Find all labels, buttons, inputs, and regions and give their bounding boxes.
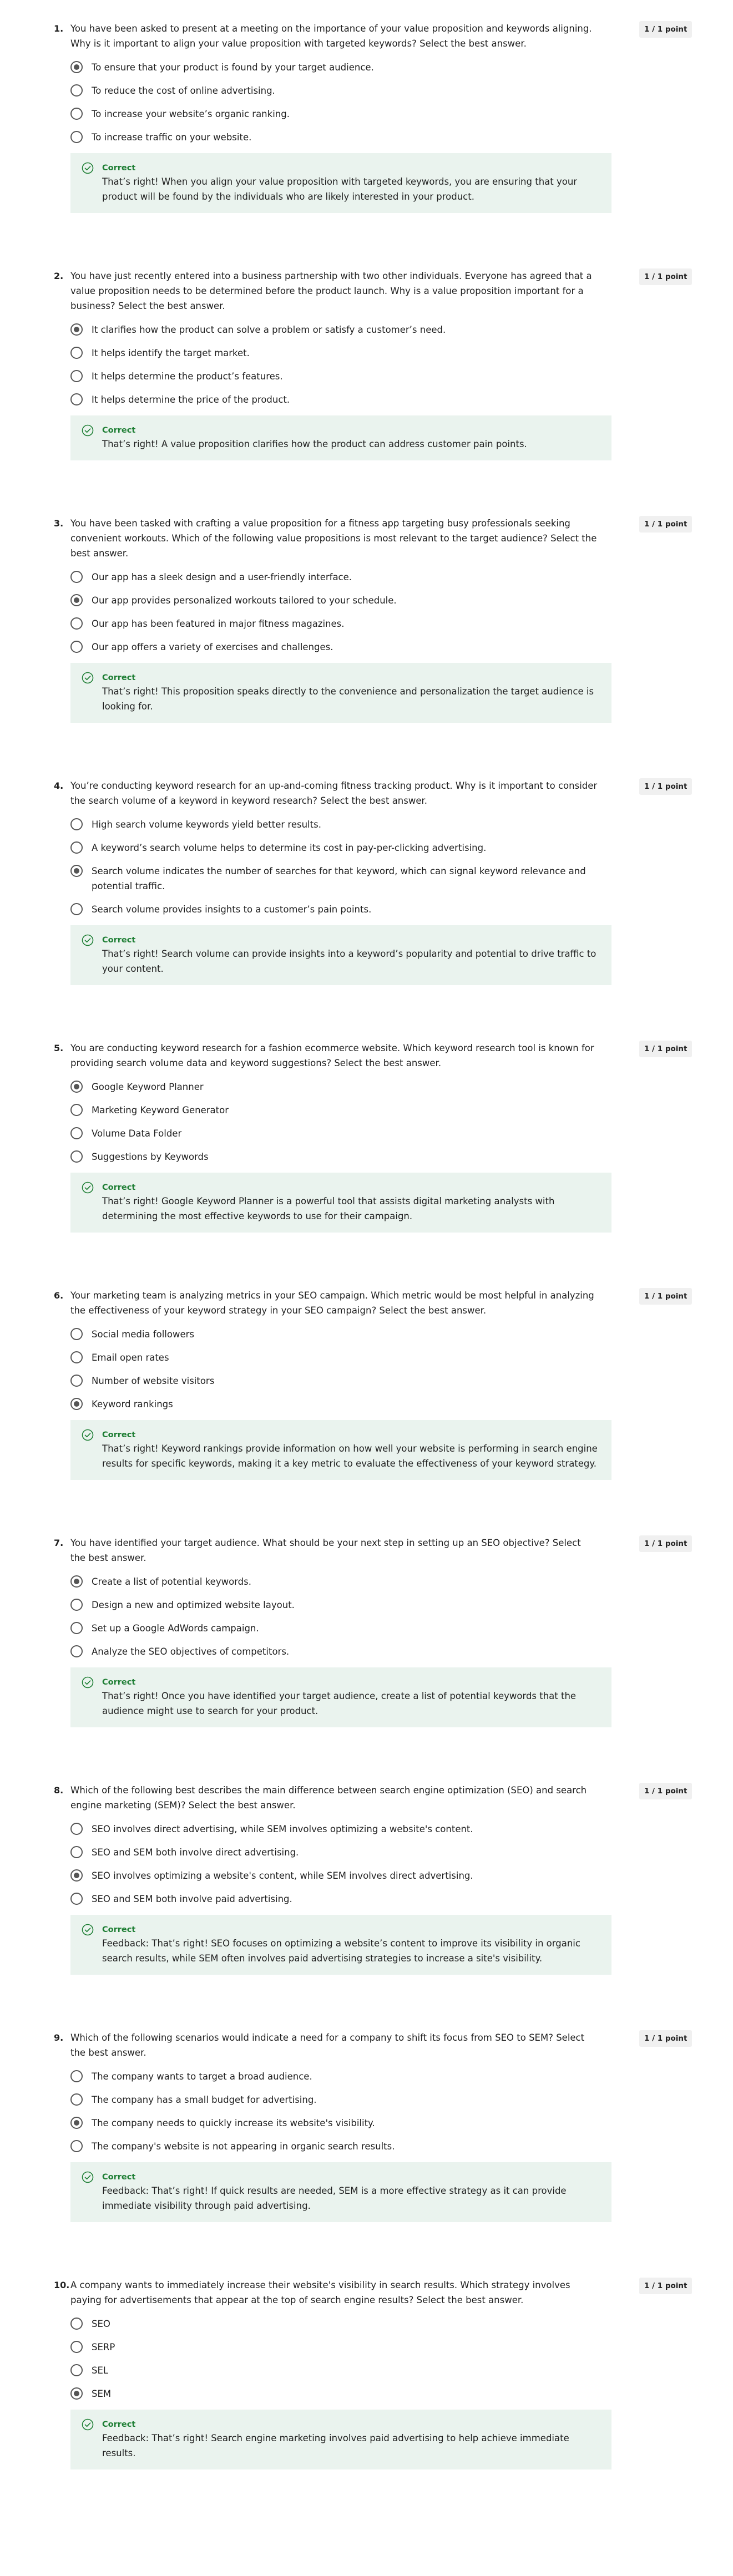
check-circle-icon bbox=[82, 424, 94, 437]
question-body bbox=[70, 1783, 609, 1975]
answer-option[interactable] bbox=[70, 1397, 609, 1412]
radio-unselected[interactable] bbox=[70, 641, 83, 653]
answer-option-label: Search volume provides insights to a customer’s pain points. bbox=[92, 904, 372, 915]
feedback-box bbox=[70, 2162, 611, 2222]
feedback-title: Correct bbox=[102, 164, 136, 173]
answer-options bbox=[70, 322, 609, 407]
check-circle-icon bbox=[82, 934, 94, 946]
feedback-content bbox=[102, 1429, 601, 1471]
answer-option-label: Social media followers bbox=[92, 1329, 194, 1340]
answer-option[interactable] bbox=[70, 1845, 609, 1860]
feedback-box bbox=[70, 663, 611, 723]
check-circle-icon bbox=[82, 1676, 94, 1688]
feedback-text: That’s right! Search volume can provide insights into a keyword’s popularity and potential to drive traffic to your content. bbox=[102, 949, 596, 974]
answer-option-label: Create a list of potential keywords. bbox=[92, 1576, 251, 1587]
feedback-text: That’s right! When you align your value proposition with targeted keywords, you are ensuring that your product will be found by the individuals who are likely interested in your product. bbox=[102, 176, 578, 202]
answer-option[interactable] bbox=[70, 2363, 609, 2378]
question-divider-space bbox=[0, 213, 733, 268]
feedback-box bbox=[70, 415, 611, 460]
answer-option-label: Google Keyword Planner bbox=[92, 1082, 204, 1092]
points-badge: 1 / 1 point bbox=[639, 21, 692, 38]
question-3 bbox=[54, 516, 687, 723]
radio-unselected[interactable] bbox=[70, 2364, 83, 2376]
answer-option[interactable] bbox=[70, 346, 609, 361]
feedback-title: Correct bbox=[102, 2173, 136, 2182]
answer-option[interactable] bbox=[70, 616, 609, 631]
answer-option-label: Marketing Keyword Generator bbox=[92, 1105, 229, 1115]
answer-option[interactable] bbox=[70, 902, 609, 917]
answer-option-label: SEO involves direct advertising, while SEM involves optimizing a website's content. bbox=[92, 1824, 473, 1834]
answer-option[interactable] bbox=[70, 1868, 609, 1883]
question-divider-space bbox=[0, 1727, 733, 1783]
answer-option-label: It helps determine the price of the product. bbox=[92, 394, 290, 405]
question-text: You have identified your target audience. What should be your next step in setting up an SEO objective? Select the best answer. bbox=[70, 1538, 581, 1563]
feedback-box bbox=[70, 1667, 611, 1727]
question-body bbox=[70, 1535, 609, 1727]
radio-unselected[interactable] bbox=[70, 1150, 83, 1163]
radio-unselected[interactable] bbox=[70, 131, 83, 143]
question-text: You are conducting keyword research for a fashion ecommerce website. Which keyword research tool is known for providing search volume data and keyword suggestions? Select the best answer. bbox=[70, 1043, 594, 1068]
check-circle-icon bbox=[82, 1181, 94, 1194]
answer-options bbox=[70, 817, 609, 917]
question-number: 5. bbox=[54, 1043, 64, 1053]
radio-unselected[interactable] bbox=[70, 1622, 83, 1634]
answer-option-label: SEL bbox=[92, 2365, 109, 2376]
feedback-content bbox=[102, 672, 601, 714]
feedback-box bbox=[70, 1420, 611, 1480]
feedback-text: Feedback: That’s right! SEO focuses on optimizing a website’s content to improve its visibility in organic search results, while SEM often involves paid advertising strategies to increase a site's visibility. bbox=[102, 1938, 580, 1964]
feedback-box bbox=[70, 1915, 611, 1975]
question-body bbox=[70, 2030, 609, 2222]
question-7 bbox=[54, 1535, 687, 1727]
answer-option[interactable] bbox=[70, 2069, 609, 2084]
answer-option-label: Number of website visitors bbox=[92, 1376, 215, 1386]
radio-unselected[interactable] bbox=[70, 571, 83, 583]
radio-unselected[interactable] bbox=[70, 1599, 83, 1611]
radio-selected[interactable] bbox=[70, 1398, 83, 1410]
answer-options bbox=[70, 1079, 609, 1164]
answer-option[interactable] bbox=[70, 864, 609, 894]
answer-option-label: SEM bbox=[92, 2389, 112, 2399]
check-circle-icon bbox=[82, 672, 94, 684]
answer-options bbox=[70, 2069, 609, 2154]
answer-option-label: Suggestions by Keywords bbox=[92, 1152, 209, 1162]
radio-unselected[interactable] bbox=[70, 2070, 83, 2082]
question-body bbox=[70, 1041, 609, 1233]
radio-unselected[interactable] bbox=[70, 1846, 83, 1858]
answer-option-label: Our app offers a variety of exercises and challenges. bbox=[92, 642, 333, 652]
answer-option-label: To increase your website’s organic ranking. bbox=[92, 109, 290, 119]
question-number: 7. bbox=[54, 1538, 64, 1548]
answer-option-label: Our app provides personalized workouts tailored to your schedule. bbox=[92, 595, 397, 606]
question-2 bbox=[54, 268, 687, 460]
answer-option-label: SEO and SEM both involve paid advertising. bbox=[92, 1894, 292, 1904]
answer-option-label: Search volume indicates the number of searches for that keyword, which can signal keyword relevance and potential traffic. bbox=[92, 866, 586, 891]
question-9 bbox=[54, 2030, 687, 2222]
question-divider-space bbox=[0, 1480, 733, 1535]
radio-unselected[interactable] bbox=[70, 2318, 83, 2330]
radio-selected[interactable] bbox=[70, 61, 83, 73]
radio-selected[interactable] bbox=[70, 2117, 83, 2129]
answer-options bbox=[70, 2316, 609, 2401]
answer-option-label: Set up a Google AdWords campaign. bbox=[92, 1623, 259, 1634]
answer-option[interactable] bbox=[70, 2386, 609, 2401]
question-6 bbox=[54, 1288, 687, 1480]
points-badge: 1 / 1 point bbox=[639, 778, 692, 795]
feedback-content bbox=[102, 2418, 601, 2461]
radio-selected[interactable] bbox=[70, 594, 83, 606]
feedback-content bbox=[102, 934, 601, 976]
feedback-content bbox=[102, 162, 601, 204]
feedback-content bbox=[102, 1181, 601, 1224]
feedback-box bbox=[70, 925, 611, 985]
feedback-box bbox=[70, 2410, 611, 2469]
radio-unselected[interactable] bbox=[70, 2140, 83, 2152]
question-number: 8. bbox=[54, 1785, 64, 1796]
answer-option[interactable] bbox=[70, 1149, 609, 1164]
feedback-text: Feedback: That’s right! Search engine marketing involves paid advertising to help achieve immediate results. bbox=[102, 2433, 569, 2458]
feedback-title: Correct bbox=[102, 1925, 136, 1934]
question-body bbox=[70, 778, 609, 985]
radio-unselected[interactable] bbox=[70, 1823, 83, 1835]
answer-option-label: A keyword’s search volume helps to determine its cost in pay-per-clicking advertising. bbox=[92, 843, 487, 853]
answer-option-label: To reduce the cost of online advertising. bbox=[92, 85, 275, 96]
question-divider-space bbox=[0, 2222, 733, 2278]
answer-option-label: The company's website is not appearing in organic search results. bbox=[92, 2141, 395, 2152]
check-circle-icon bbox=[82, 2171, 94, 2183]
question-divider-space bbox=[0, 460, 733, 516]
check-circle-icon bbox=[82, 2418, 94, 2431]
answer-options bbox=[70, 570, 609, 655]
answer-option[interactable] bbox=[70, 2139, 609, 2154]
feedback-content bbox=[102, 2171, 601, 2213]
feedback-text: That’s right! A value proposition clarifies how the product can address customer pain points. bbox=[102, 439, 527, 449]
radio-unselected[interactable] bbox=[70, 1375, 83, 1387]
radio-unselected[interactable] bbox=[70, 2093, 83, 2106]
radio-selected[interactable] bbox=[70, 1869, 83, 1882]
answer-option[interactable] bbox=[70, 1822, 609, 1837]
feedback-content bbox=[102, 1676, 601, 1718]
answer-option[interactable] bbox=[70, 1373, 609, 1388]
answer-option[interactable] bbox=[70, 107, 609, 121]
answer-option-label: Analyze the SEO objectives of competitors. bbox=[92, 1646, 290, 1657]
answer-option[interactable] bbox=[70, 1103, 609, 1118]
answer-option[interactable] bbox=[70, 1644, 609, 1659]
answer-option-label: The company has a small budget for advertising. bbox=[92, 2095, 317, 2105]
answer-option-label: The company needs to quickly increase its website's visibility. bbox=[92, 2118, 375, 2128]
feedback-title: Correct bbox=[102, 1431, 136, 1439]
answer-option[interactable] bbox=[70, 83, 609, 98]
question-number: 9. bbox=[54, 2032, 64, 2043]
radio-unselected[interactable] bbox=[70, 108, 83, 120]
answer-option[interactable] bbox=[70, 1892, 609, 1906]
radio-selected[interactable] bbox=[70, 2387, 83, 2400]
points-badge: 1 / 1 point bbox=[639, 2030, 692, 2047]
radio-unselected[interactable] bbox=[70, 1351, 83, 1363]
answer-option[interactable] bbox=[70, 2340, 609, 2355]
question-body bbox=[70, 2278, 609, 2469]
question-divider-space bbox=[0, 1233, 733, 1288]
question-4 bbox=[54, 778, 687, 985]
answer-option-label: Our app has a sleek design and a user-friendly interface. bbox=[92, 572, 352, 582]
points-badge: 1 / 1 point bbox=[639, 1783, 692, 1799]
feedback-content bbox=[102, 1924, 601, 1966]
answer-option[interactable] bbox=[70, 322, 609, 337]
check-circle-icon bbox=[82, 1429, 94, 1441]
radio-unselected[interactable] bbox=[70, 818, 83, 830]
answer-option-label: SEO bbox=[92, 2319, 110, 2329]
check-circle-icon bbox=[82, 162, 94, 174]
answer-option[interactable] bbox=[70, 130, 609, 145]
radio-unselected[interactable] bbox=[70, 1127, 83, 1139]
radio-unselected[interactable] bbox=[70, 903, 83, 915]
answer-option[interactable] bbox=[70, 2116, 609, 2131]
answer-option[interactable] bbox=[70, 840, 609, 855]
radio-unselected[interactable] bbox=[70, 1104, 83, 1116]
answer-option-label: SEO and SEM both involve direct advertising. bbox=[92, 1847, 299, 1858]
answer-option[interactable] bbox=[70, 2092, 609, 2107]
answer-option[interactable] bbox=[70, 817, 609, 832]
answer-options bbox=[70, 60, 609, 145]
question-10 bbox=[54, 2278, 687, 2469]
question-number: 2. bbox=[54, 271, 64, 281]
feedback-text: Feedback: That’s right! If quick results are needed, SEM is a more effective strategy as it can provide immediate visibility through paid advertising. bbox=[102, 2185, 567, 2211]
radio-unselected[interactable] bbox=[70, 347, 83, 359]
question-text: A company wants to immediately increase their website's visibility in search results. Which strategy involves paying for advertisements that appear at the top of search engine results? Select the best answer. bbox=[70, 2280, 570, 2305]
question-number: 6. bbox=[54, 1290, 64, 1301]
answer-option-label: Volume Data Folder bbox=[92, 1128, 182, 1139]
feedback-title: Correct bbox=[102, 936, 136, 945]
points-badge: 1 / 1 point bbox=[639, 2278, 692, 2294]
answer-option[interactable] bbox=[70, 1327, 609, 1342]
feedback-title: Correct bbox=[102, 673, 136, 682]
answer-option-label: It helps determine the product’s features. bbox=[92, 371, 283, 382]
answer-option-label: To increase traffic on your website. bbox=[92, 132, 252, 143]
question-text: You have just recently entered into a business partnership with two other individuals. Everyone has agreed that a value proposition needs to be determined before the product launch. Why is a value proposition important for a business? Select the best answer. bbox=[70, 271, 592, 311]
answer-option[interactable] bbox=[70, 369, 609, 384]
question-body bbox=[70, 21, 609, 213]
question-text: Which of the following best describes the main difference between search engine optimization (SEO) and search engine marketing (SEM)? Select the best answer. bbox=[70, 1785, 587, 1811]
points-badge: 1 / 1 point bbox=[639, 1041, 692, 1057]
feedback-box bbox=[70, 1173, 611, 1233]
answer-option-label: Design a new and optimized website layout. bbox=[92, 1600, 295, 1610]
feedback-title: Correct bbox=[102, 2420, 136, 2429]
radio-unselected[interactable] bbox=[70, 2341, 83, 2353]
radio-unselected[interactable] bbox=[70, 617, 83, 630]
answer-option-label: SEO involves optimizing a website's content, while SEM involves direct advertising. bbox=[92, 1870, 473, 1881]
answer-options bbox=[70, 1822, 609, 1906]
question-5 bbox=[54, 1041, 687, 1233]
radio-unselected[interactable] bbox=[70, 841, 83, 854]
answer-option-label: Email open rates bbox=[92, 1352, 169, 1363]
question-text: Which of the following scenarios would indicate a need for a company to shift its focus from SEO to SEM? Select the best answer. bbox=[70, 2032, 585, 2058]
question-text: Your marketing team is analyzing metrics in your SEO campaign. Which metric would be most helpful in analyzing the effectiveness of your keyword strategy in your SEO campaign? Select the best answer. bbox=[70, 1290, 594, 1316]
radio-unselected[interactable] bbox=[70, 1893, 83, 1905]
answer-option-label: To ensure that your product is found by your target audience. bbox=[92, 62, 374, 73]
question-text: You have been asked to present at a meeting on the importance of your value proposition and keywords aligning. Why is it important to align your value proposition with targeted keywords? Select the best answer. bbox=[70, 23, 592, 49]
answer-option[interactable] bbox=[70, 640, 609, 655]
question-text: You have been tasked with crafting a value proposition for a fitness app targeting busy professionals seeking convenient workouts. Which of the following value propositions is most relevant to the target audience? Select the best answer. bbox=[70, 518, 597, 559]
points-badge: 1 / 1 point bbox=[639, 1535, 692, 1552]
answer-option[interactable] bbox=[70, 392, 609, 407]
answer-option-label: High search volume keywords yield better results. bbox=[92, 819, 321, 830]
answer-option[interactable] bbox=[70, 1621, 609, 1636]
feedback-title: Correct bbox=[102, 1678, 136, 1687]
answer-option[interactable] bbox=[70, 1126, 609, 1141]
points-badge: 1 / 1 point bbox=[639, 1288, 692, 1305]
radio-unselected[interactable] bbox=[70, 393, 83, 405]
radio-selected[interactable] bbox=[70, 1081, 83, 1093]
question-text: You’re conducting keyword research for an up-and-coming fitness tracking product. Why is it important to consider the search volume of a keyword in keyword research? Select the best answer. bbox=[70, 780, 598, 806]
points-badge: 1 / 1 point bbox=[639, 516, 692, 533]
question-divider-space bbox=[0, 985, 733, 1041]
answer-option-label: Our app has been featured in major fitness magazines. bbox=[92, 618, 345, 629]
check-circle-icon bbox=[82, 1924, 94, 1936]
answer-option[interactable] bbox=[70, 570, 609, 585]
feedback-title: Correct bbox=[102, 426, 136, 435]
answer-option[interactable] bbox=[70, 60, 609, 75]
answer-option[interactable] bbox=[70, 1350, 609, 1365]
feedback-title: Correct bbox=[102, 1183, 136, 1192]
feedback-box bbox=[70, 153, 611, 213]
question-divider-space bbox=[0, 1975, 733, 2030]
answer-option[interactable] bbox=[70, 2316, 609, 2331]
feedback-content bbox=[102, 424, 601, 452]
question-number: 1. bbox=[54, 23, 64, 34]
radio-selected[interactable] bbox=[70, 323, 83, 336]
question-8 bbox=[54, 1783, 687, 1975]
radio-unselected[interactable] bbox=[70, 1328, 83, 1340]
answer-option-label: It helps identify the target market. bbox=[92, 348, 250, 358]
feedback-text: That’s right! Keyword rankings provide information on how well your website is performing in search engine results for specific keywords, making it a key metric to evaluate the effectiveness of your keyword strategy. bbox=[102, 1443, 598, 1469]
feedback-text: That’s right! Once you have identified your target audience, create a list of potential keywords that the audience might use to search for your product. bbox=[102, 1691, 577, 1716]
radio-selected[interactable] bbox=[70, 865, 83, 877]
answer-option-label: The company wants to target a broad audience. bbox=[92, 2071, 312, 2082]
points-badge: 1 / 1 point bbox=[639, 268, 692, 285]
answer-option[interactable] bbox=[70, 1574, 609, 1589]
answer-option-label: Keyword rankings bbox=[92, 1399, 173, 1409]
radio-unselected[interactable] bbox=[70, 1645, 83, 1657]
question-1 bbox=[54, 21, 687, 213]
question-number: 4. bbox=[54, 780, 64, 791]
feedback-text: That’s right! This proposition speaks directly to the convenience and personalization the target audience is looking for. bbox=[102, 686, 594, 712]
answer-option-label: It clarifies how the product can solve a problem or satisfy a customer’s need. bbox=[92, 324, 446, 335]
answer-option[interactable] bbox=[70, 1598, 609, 1612]
answer-option-label: SERP bbox=[92, 2342, 115, 2352]
question-number: 3. bbox=[54, 518, 64, 529]
radio-selected[interactable] bbox=[70, 1575, 83, 1588]
question-body bbox=[70, 268, 609, 460]
radio-unselected[interactable] bbox=[70, 84, 83, 97]
radio-unselected[interactable] bbox=[70, 370, 83, 382]
question-body bbox=[70, 516, 609, 723]
answer-options bbox=[70, 1574, 609, 1659]
answer-option[interactable] bbox=[70, 1079, 609, 1094]
answer-option[interactable] bbox=[70, 593, 609, 608]
question-number: 10. bbox=[54, 2280, 70, 2290]
question-divider-space bbox=[0, 723, 733, 778]
feedback-text: That’s right! Google Keyword Planner is a powerful tool that assists digital marketing analysts with determining the most effective keywords to use for their campaign. bbox=[102, 1196, 555, 1221]
question-body bbox=[70, 1288, 609, 1480]
answer-options bbox=[70, 1327, 609, 1412]
